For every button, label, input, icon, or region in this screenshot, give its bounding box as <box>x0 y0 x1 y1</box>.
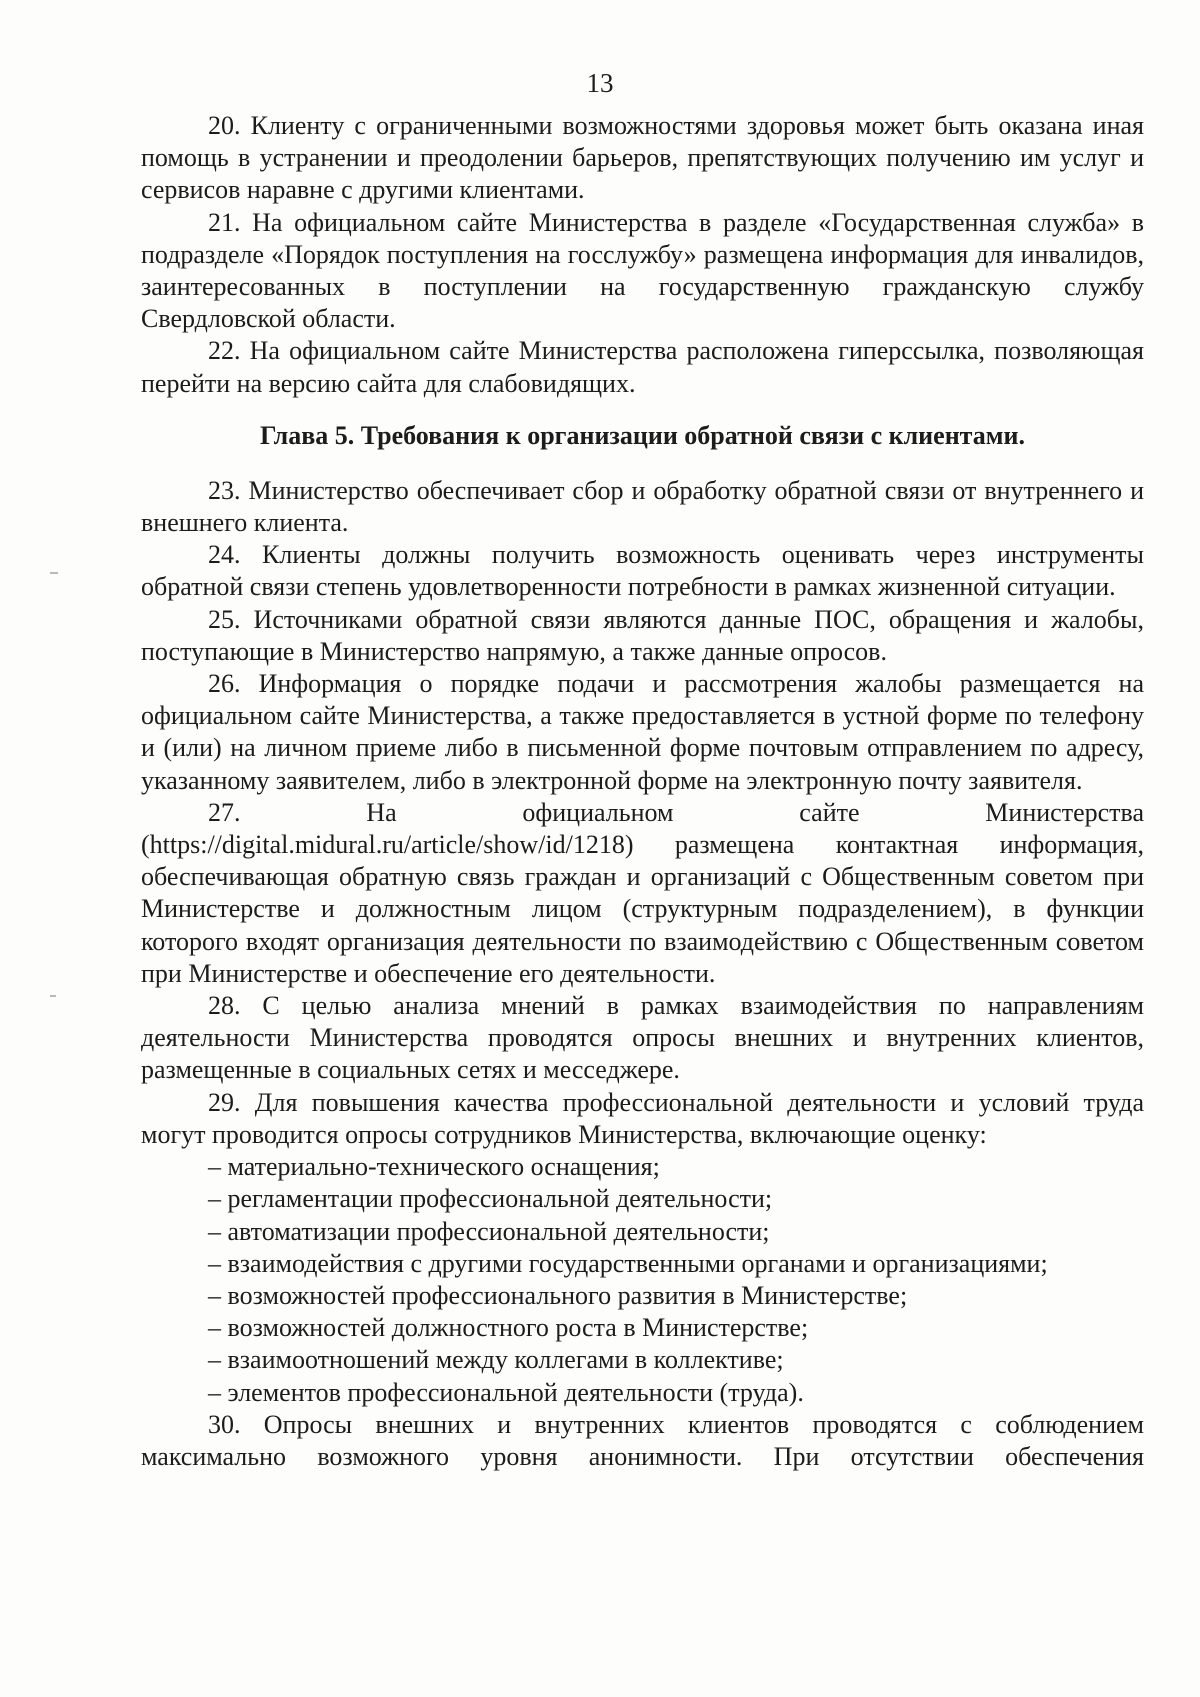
scan-speck <box>50 995 56 997</box>
paragraph-27: 27. На официальном сайте Министерства (https://digital.midural.ru/article/show/id/1218) размещена контактная информация, обеспечивающая обратную связь граждан и организаций с Общественным советом при Министерстве и должностным лицом (структурным подразделением), в функции которого входят организация деятельности по взаимодействию с Общественным советом при Министерстве и обеспечение его деятельности. <box>141 797 1144 988</box>
paragraph-24: 24. Клиенты должны получить возможность оценивать через инструменты обратной связи степень удовлетворенности потребности в рамках жизненной ситуации. <box>141 540 1144 602</box>
paragraph-25: 25. Источниками обратной связи являются данные ПОС, обращения и жалобы, поступающие в Министерство напрямую, а также данные опросов. <box>141 604 1144 666</box>
paragraph-23: 23. Министерство обеспечивает сбор и обработку обратной связи от внутреннего и внешнего клиента. <box>141 475 1144 538</box>
chapter-heading: Глава 5. Требования к организации обратной связи с клиентами. <box>260 420 1025 450</box>
list-item: – взаимодействия с другими государственными органами и организациями; <box>208 1248 1048 1278</box>
document-body <box>141 110 1144 1473</box>
page-number: 13 <box>586 68 614 98</box>
paragraph-28: 28. С целью анализа мнений в рамках взаимодействия по направлениям деятельности Министерства проводятся опросы внешних и внутренних клиентов, размещенные в социальных сетях и месседжере. <box>141 991 1144 1085</box>
paragraph-30: 30. Опросы внешних и внутренних клиентов проводятся с соблюдением максимально возможного уровня анонимности. При отсутствии обеспечения <box>141 1409 1144 1471</box>
paragraph-26: 26. Информация о порядке подачи и рассмотрения жалобы размещается на официальном сайте Министерства, а также предоставляется в устной форме по телефону и (или) на личном приеме либо в письменной форме почтовым отправлением по адресу, указанному заявителем, либо в электронной форме на электронную почту заявителя. <box>141 669 1144 795</box>
list-item: – возможностей профессионального развития в Министерстве; <box>208 1280 908 1310</box>
paragraph-21: 21. На официальном сайте Министерства в разделе «Государственная служба» в подразделе «Порядок поступления на госслужбу» размещена информация для инвалидов, заинтересованных в поступлении на государственную гражданскую службу Свердловской области. <box>141 207 1144 334</box>
survey-criteria-list <box>141 1151 1144 1409</box>
list-item: – регламентации профессиональной деятельности; <box>208 1184 773 1214</box>
scan-speck <box>50 572 58 574</box>
list-item: – элементов профессиональной деятельности (труда). <box>208 1377 804 1407</box>
list-item: – возможностей должностного роста в Министерстве; <box>208 1313 809 1343</box>
paragraph-22: 22. На официальном сайте Министерства расположена гиперссылка, позволяющая перейти на версию сайта для слабовидящих. <box>141 336 1144 398</box>
list-item: – материально-технического оснащения; <box>208 1152 660 1182</box>
list-item: – взаимоотношений между коллегами в коллективе; <box>208 1345 784 1375</box>
list-item: – автоматизации профессиональной деятельности; <box>208 1216 770 1246</box>
paragraph-20: 20. Клиенту с ограниченными возможностями здоровья может быть оказана иная помощь в устранении и преодолении барьеров, препятствующих получению им услуг и сервисов наравне с другими клиентами. <box>141 111 1144 205</box>
paragraph-29: 29. Для повышения качества профессиональной деятельности и условий труда могут проводится опросы сотрудников Министерства, включающие оценку: <box>141 1087 1144 1149</box>
